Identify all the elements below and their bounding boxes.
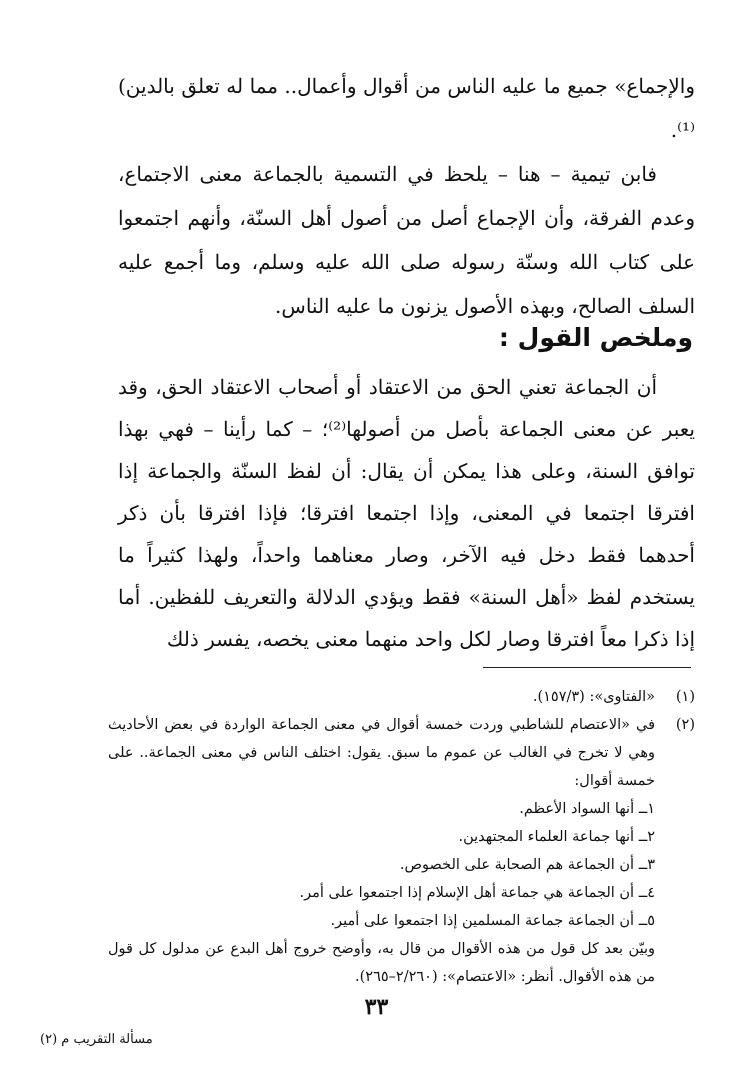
page-number: ٣٣ (364, 994, 389, 1020)
footnote-line: في «الاعتصام للشاطبي وردت خمسة أقوال في معنى الجماعة الواردة في بعض الأحاديث وهي لا تخرج في الغالب عن عموم ما سبق. يقول: اختلف الناس في معنى الجماعة.. على خمسة أقوال: (108, 717, 655, 789)
section-heading: وملخص القول : (498, 323, 693, 352)
footnote-list-item: ١ــ أنها السواد الأعظم. (519, 801, 655, 817)
footnote-line: وبيّن بعد كل قول من هذه الأقوال من قال به، وأوضح خروج أهل البدع عن مدلول كل قول من هذه الأقوال. أنظر: «الاعتصام»: (٢/٢٦٠–٢٦٥). (108, 941, 655, 985)
footnote-list-item: ٤ــ أن الجماعة هي جماعة أهل الإسلام إذا اجتمعوا على أمر. (299, 885, 655, 901)
paragraph-2: فابن تيمية – هنا – يلحظ في التسمية بالجماعة معنى الاجتماع، وعدم الفرقة، وأن الإجماع أصل من أصول أهل السنّة، وأنهم اجتمعوا على كتاب الله وسنّة رسوله صلى الله عليه وسلم، وما أجمع عليه السلف الصالح، وبهذه الأصول يزنون ما عليه الناس. (118, 162, 695, 318)
footnote-number: (٢) (675, 717, 695, 733)
footnote-1 (108, 683, 695, 711)
paragraph-3: أن الجماعة تعني الحق من الاعتقاد أو أصحاب الاعتقاد الحق، وقد يعبر عن معنى الجماعة بأصل من أصولها⁽²⁾؛ – كما رأينا – فهي بهذا توافق السنة، وعلى هذا يمكن أن يقال: أن لفظ السنّة والجماعة إذا افترقا اجتمعا في المعنى، وإذا اجتمعا افترقا؛ فإذا افترقا بأن ذكر أحدهما فقط دخل فيه الآخر، وصار معناهما واحداً، ولهذا كثيراً ما يستخدم لفظ «أهل السنة» فقط ويؤدي الدلالة والتعريف للفظين. أما إذا ذكرا معاً افترقا وصار لكل واحد منهما معنى يخصه، يفسر ذلك (118, 375, 695, 651)
footnote-line: «الفتاوى»: (١٥٧/٣). (532, 689, 655, 705)
footnote-number: (١) (675, 689, 695, 705)
footnotes (108, 683, 695, 991)
paragraph-1: والإجماع» جميع ما عليه الناس من أقوال وأعمال.. مما له تعلق بالدين)⁽¹⁾. (118, 74, 695, 142)
body-text-bottom (118, 366, 695, 660)
footnote-list-item: ٢ــ أنها جماعة العلماء المجتهدين. (458, 829, 655, 845)
footnote-list-item: ٣ــ أن الجماعة هم الصحابة على الخصوص. (399, 857, 655, 873)
printer-signature: مسألة التقريب م (٢) (40, 1032, 153, 1047)
footnote-2 (108, 711, 695, 991)
footnote-list-item: ٥ــ أن الجماعة جماعة المسلمين إذا اجتمعوا على أمير. (330, 913, 655, 929)
body-text-top (118, 64, 695, 328)
footnote-separator (483, 667, 691, 668)
